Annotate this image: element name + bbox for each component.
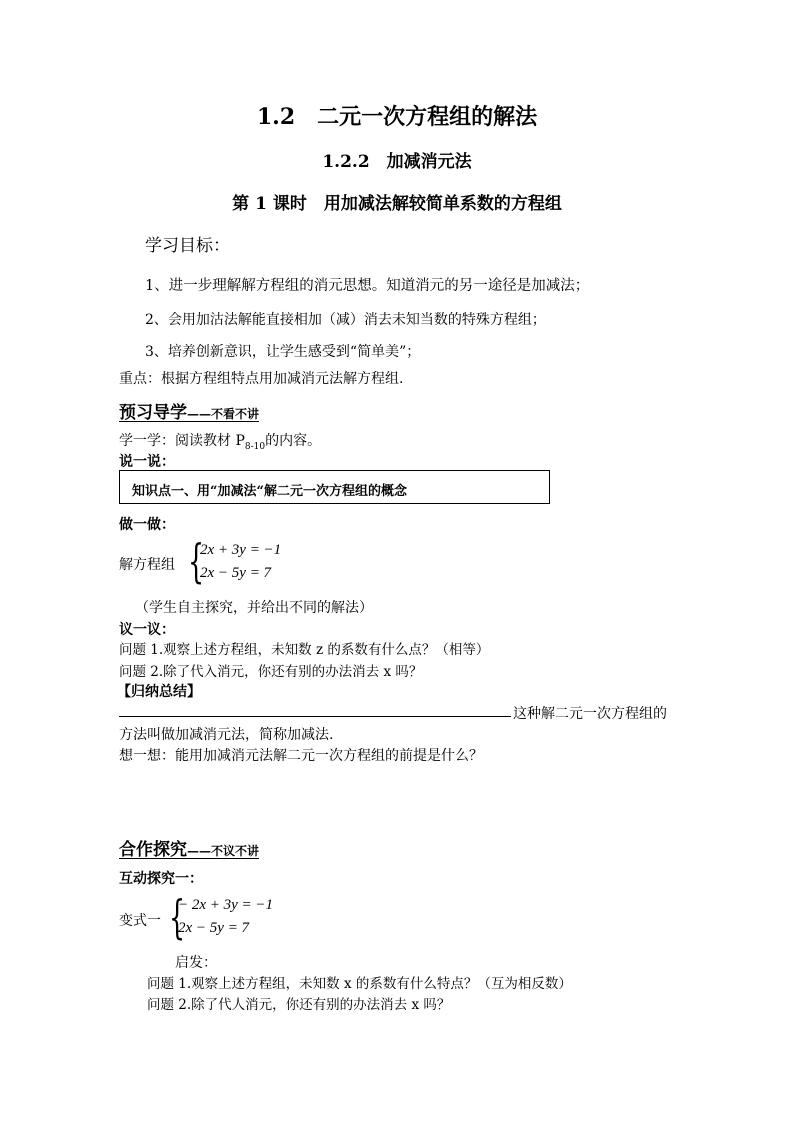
preview-heading-main: 预习导学 [119,403,187,423]
main-title: 1.2 二元一次方程组的解法 [256,104,538,130]
key-point: 重点：根据方程组特点用加减消元法解方程组. [119,371,404,387]
coop-heading-main: 合作探究 [119,840,187,860]
solve-label: 解方程组 [119,557,175,573]
question-2: 问题 2.除了代入消元，你还有别的办法消去 x 吗？ [119,664,423,680]
read-pages: 8-10 [244,441,266,452]
summary-label: 【归纳总结】 [117,684,201,700]
think-question: 想一想：能用加减消元法解二元一次方程组的前提是什么？ [119,748,483,764]
equation-1: 2x + 3y = −1 [200,542,282,558]
coop-section-heading [119,835,259,860]
equation-brace: { [188,534,205,588]
equation-2: 2x − 5y = 7 [200,565,272,581]
goals-heading: 学习目标： [145,236,230,256]
read-label: 学一学：阅读教材 P [119,433,245,449]
preview-section-heading [119,398,259,423]
say-label: 说一说： [119,454,175,470]
knowledge-point-text: 知识点一、用“加减法“解二元一次方程组的概念 [132,484,407,499]
question-1: 问题 1.观察上述方程组，未知数 z 的系数有什么点？（相等） [119,642,490,658]
variant-equation-2: 2x − 5y = 7 [178,920,250,936]
goal-item-3: 3、培养创新意识，让学生感受到“简单美”； [145,344,421,360]
student-note: （学生自主探究，并给出不同的解法） [135,600,373,616]
goal-item-1: 1、进一步理解解方程组的消元思想。知道消元的另一途径是加减法； [145,278,590,294]
do-label: 做一做： [119,517,175,533]
coop-question-1: 问题 1.观察上述方程组，未知数 x 的系数有什么特点？（互为相反数） [147,976,572,992]
discuss-label: 议一议： [119,622,175,638]
goal-item-2: 2、会用加沽法解能直接相加（减）消去未知当数的特殊方程组； [145,312,546,328]
variant-label: 变式一 [119,913,161,929]
summary-line-2: 方法叫做加减消元法，简称加减法. [119,727,334,743]
lesson-title: 第 1 课时 用加减法解较简单系数的方程组 [232,194,562,214]
section-subtitle: 1.2.2 加减消元法 [322,152,472,172]
variant-equation-brace: { [169,890,186,944]
inquiry-label: 互动探究一： [119,871,203,887]
read-instruction [119,430,321,452]
read-suffix: 的内容。 [265,433,322,449]
preview-heading-suffix: ——不看不讲 [187,407,260,421]
variant-equation-1: − 2x + 3y = −1 [178,897,274,913]
fill-in-blank-line [119,716,511,717]
summary-line-1: 这种解二元一次方程组的 [513,706,667,722]
hint-label: 启发： [175,955,217,971]
knowledge-point-box [119,470,550,504]
coop-question-2: 问题 2.除了代人消元，你还有别的办法消去 x 吗？ [147,997,451,1013]
coop-heading-suffix: ——不议不讲 [187,844,260,858]
